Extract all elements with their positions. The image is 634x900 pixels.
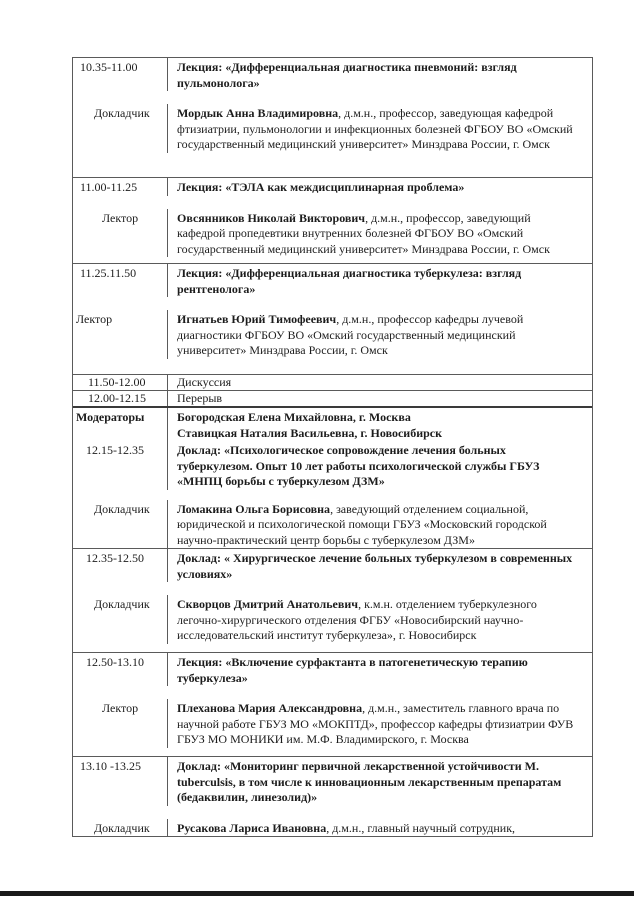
role-label: Докладчик — [73, 819, 168, 837]
speaker-name: Скворцов Дмитрий Анатольевич — [177, 597, 359, 611]
speaker-entry — [168, 595, 592, 644]
session-title: Доклад: «Мониторинг первичной лекарственной устойчивости M. tuberculsis, в том числе к инновационным лекарственным препаратам (бедаквилин, линезолид)» — [177, 759, 562, 804]
moderators-list — [168, 408, 592, 441]
moderator-name: Ставицкая Наталия Васильевна, г. Новосибирск — [177, 425, 443, 440]
session-title: Лекция: «Включение сурфактанта в патогенетическую терапию туберкулеза» — [177, 655, 528, 685]
session-title: Лекция: «Дифференциальная диагностика пневмоний: взгляд пульмонолога» — [177, 60, 517, 90]
role-label: Докладчик — [73, 500, 168, 549]
speaker-entry — [168, 310, 592, 359]
speaker-name: Русакова Лариса Ивановна — [177, 820, 327, 835]
time-cell: 11.50-12.00 — [73, 375, 168, 390]
table-row — [73, 375, 592, 391]
time-cell: 12.15-12.35 — [73, 441, 168, 490]
role-label: Докладчик — [73, 104, 168, 153]
table-row — [73, 408, 592, 549]
break-label: Перерыв — [177, 391, 223, 405]
speaker-name: Мордык Анна Владимировна — [177, 106, 339, 120]
speaker-entry — [168, 104, 592, 153]
time-cell: 13.10 -13.25 — [73, 757, 168, 806]
speaker-name: Плеханова Мария Александровна — [177, 701, 363, 715]
role-label: Лектор — [73, 209, 168, 258]
session-title: Доклад: «Психологическое сопровождение лечения больных туберкулезом. Опыт 10 лет работы психологической службы ГБУЗ «МНПЦ борьбы с туберкулезом ДЗМ» — [177, 443, 540, 488]
role-label: Докладчик — [73, 595, 168, 644]
speaker-entry — [168, 699, 592, 748]
session-title: Доклад: « Хирургическое лечение больных туберкулезом в современных условиях» — [177, 551, 573, 581]
speaker-desc: , д.м.н., профессор кафедры лучевой диагностики ФГБОУ ВО «Омский государственный медицинский университет» Минздрава России, г. Омск — [177, 312, 524, 357]
speaker-desc: , д.м.н., заместитель главного врача по научной работе ГБУЗ МО «МОКПТД», профессор кафедры фтизиатрии ФУВ ГБУЗ МО МОНИКИ им. М.Ф. Владимирского, г. Москва — [177, 701, 574, 746]
role-label: Лектор — [73, 699, 168, 748]
table-row — [73, 653, 592, 757]
table-row — [73, 264, 592, 375]
speaker-entry — [168, 500, 592, 549]
session-title: Лекция: «ТЭЛА как междисциплинарная проблема» — [177, 180, 465, 194]
time-cell: 12.35-12.50 — [73, 549, 168, 582]
time-cell: 11.00-11.25 — [73, 178, 168, 196]
time-cell: 12.00-12.15 — [73, 391, 168, 406]
speaker-desc: , заведующий отделением социальной, юридической и психологической помощи ГБУЗ «Московский городской научно-практический центр борьбы с туберкулезом ДЗМ» — [177, 501, 547, 547]
page-bottom-edge — [0, 891, 634, 896]
time-cell: 11.25.11.50 — [73, 264, 168, 297]
speaker-name: Игнатьев Юрий Тимофеевич — [177, 312, 337, 326]
table-row — [73, 757, 592, 837]
speaker-entry — [168, 209, 592, 258]
table-row — [73, 391, 592, 408]
time-cell: 10.35-11.00 — [73, 58, 168, 91]
session-title: Лекция: «Дифференциальная диагностика туберкулеза: взгляд рентгенолога» — [177, 266, 522, 296]
schedule-table — [72, 57, 593, 837]
time-cell: 12.50-13.10 — [73, 653, 168, 686]
table-row — [73, 178, 592, 264]
speaker-name: Ломакина Ольга Борисовна — [177, 501, 331, 516]
speaker-desc: , д.м.н., профессор, заведующая кафедрой фтизиатрии, пульмонологии и инфекционных болезней ФГБОУ ВО «Омский государственный медицинский университет» Минздрава России, г. Омск — [177, 106, 573, 151]
speaker-name: Овсянников Николай Викторович — [177, 210, 366, 225]
table-row — [73, 549, 592, 653]
moderator-name: Богородская Елена Михайловна, г. Москва — [177, 410, 411, 424]
table-row — [73, 58, 592, 178]
moderators-label: Модераторы — [73, 408, 168, 441]
speaker-entry — [168, 819, 592, 837]
speaker-desc: , к.м.н. отделением туберкулезного легочно-хирургического отделения ФГБУ «Новосибирский научно-исследовательский институт туберкулеза», г. Новосибирск — [177, 597, 537, 642]
speaker-desc: , д.м.н., профессор, заведующий кафедрой пропедевтики внутренних болезней ФГБОУ ВО «Омский государственный медицинский университет» Минздрава России, г. Омск — [177, 210, 550, 256]
role-label: Лектор — [73, 310, 168, 359]
break-label: Дискуссия — [177, 375, 232, 389]
speaker-desc: , д.м.н., главный научный сотрудник, — [326, 820, 516, 835]
